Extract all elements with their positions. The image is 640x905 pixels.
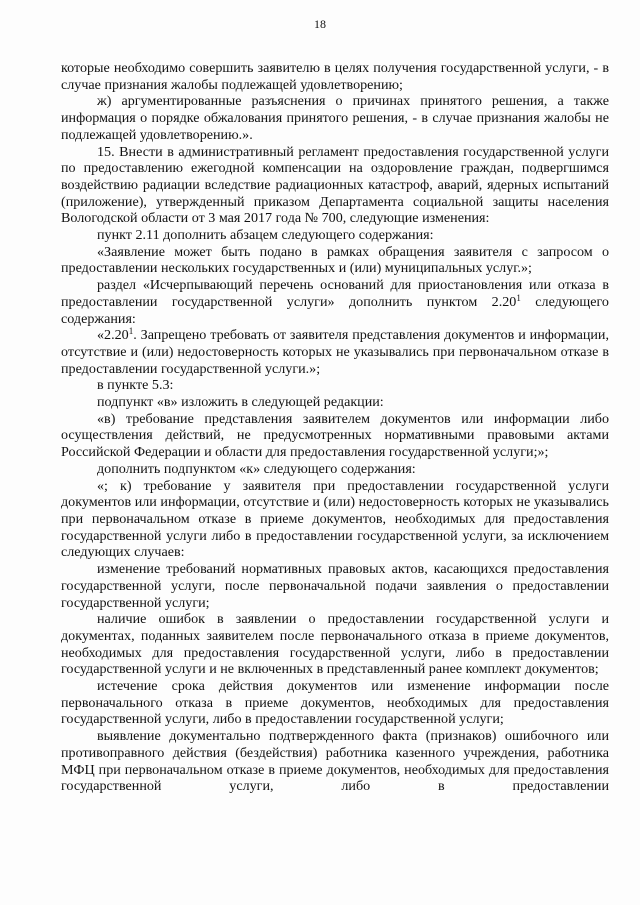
paragraph: [61, 144, 609, 228]
paragraph: [61, 93, 609, 143]
paragraph-text: ж) аргументированные разъяснения о причинах принятого решения, а также информация о порядке обжалования принятого решения, - в случае признания жалобы не подлежащей удовлетворению.».: [61, 93, 609, 143]
paragraph: [61, 377, 609, 394]
superscript: 1: [516, 292, 521, 303]
paragraph: [61, 461, 609, 478]
paragraph: [61, 60, 609, 93]
paragraph-text: раздел «Исчерпывающий перечень оснований для приостановления или отказа в предоставлении государственной услуги» дополнить пунктом 2.20: [61, 277, 609, 310]
paragraph-text: истечение срока действия документов или изменение информации после первоначального отказа в приеме документов, необходимых для предоставления государственной услуги, либо в предоставлении государственной услуги;: [61, 678, 609, 728]
paragraph-text: наличие ошибок в заявлении о предоставлении государственной услуги и документах, поданных заявителем после первоначального отказа в приеме документов, необходимых для предоставления государственной услуги, либо в предоставлении государственной услуги и не включенных в представленный ранее комплект документов;: [61, 611, 609, 678]
paragraph-text: «Заявление может быть подано в рамках обращения заявителя с запросом о предоставлении нескольких государственных и (или) муниципальных услуг.»;: [61, 243, 609, 277]
paragraph-text: которые необходимо совершить заявителю в целях получения государственной услуги, - в случае признания жалобы подлежащей удовлетворению;: [61, 60, 609, 93]
paragraph: [61, 277, 609, 327]
page-number: 18: [314, 17, 326, 31]
paragraph: [61, 244, 609, 277]
paragraph: [61, 227, 609, 244]
superscript: 1: [128, 326, 134, 337]
paragraph-text: подпункт «в» изложить в следующей редакции:: [97, 394, 384, 411]
paragraph-text-continued: . Запрещено требовать от заявителя представления документов и информации, отсутствие и (или) недостоверность которых не указывались при первоначальном отказе в предоставлении государственной услуги.»;: [61, 327, 609, 377]
paragraph-text: в пункте 5.3:: [97, 377, 174, 394]
paragraph-text: «в) требование представления заявителем документов или информации либо осуществления действий, не предусмотренных нормативными правовыми актами Российской Федерации и области для предоставления государственной услуги;»;: [61, 410, 609, 461]
paragraph-text: дополнить подпунктом «к» следующего содержания:: [97, 460, 416, 477]
paragraph-text: «2.20: [97, 327, 129, 344]
paragraph-text: изменение требований нормативных правовых актов, касающихся предоставления государственной услуги, после первоначальной подачи заявления о предоставлении государственной услуги;: [61, 561, 609, 611]
paragraph-text-continued: следующего содержания:: [61, 293, 609, 327]
paragraph: [61, 411, 609, 461]
paragraph-text: 15. Внести в административный регламент предоставления государственной услуги по предоставлению ежегодной компенсации на оздоровление граждан, подвергшимся воздействию радиации вследствие радиационных катастроф, аварий, ядерных испытаний (приложение), утвержденный приказом Департамента социальной защиты населения Вологодской области от 3 мая 2017 года № 700, следующие изменения:: [61, 143, 609, 227]
paragraph: [61, 728, 609, 795]
paragraph: [61, 678, 609, 728]
paragraph-text: пункт 2.11 дополнить абзацем следующего содержания:: [97, 227, 434, 244]
paragraph: [61, 478, 609, 562]
paragraph: [61, 327, 609, 377]
paragraph: [61, 561, 609, 611]
paragraph: [61, 611, 609, 678]
paragraph-text: выявление документально подтвержденного факта (признаков) ошибочного или противоправного действия (бездействия) работника казенного учреждения, работника МФЦ при первоначальном отказе в приеме документов, необходимых для предоставления государственной услуги, либо в предоставлении: [61, 728, 609, 795]
paragraph: [61, 394, 609, 411]
paragraph-text: «; к) требование у заявителя при предоставлении государственной услуги документов или информации, отсутствие и (или) недостоверность которых не указывались при первоначальном отказе в приеме документов, необходимых для предоставления государственной услуги либо в предоставлении государственной услуги, за исключением следующих случаев:: [61, 477, 609, 561]
document-body: [61, 60, 609, 795]
